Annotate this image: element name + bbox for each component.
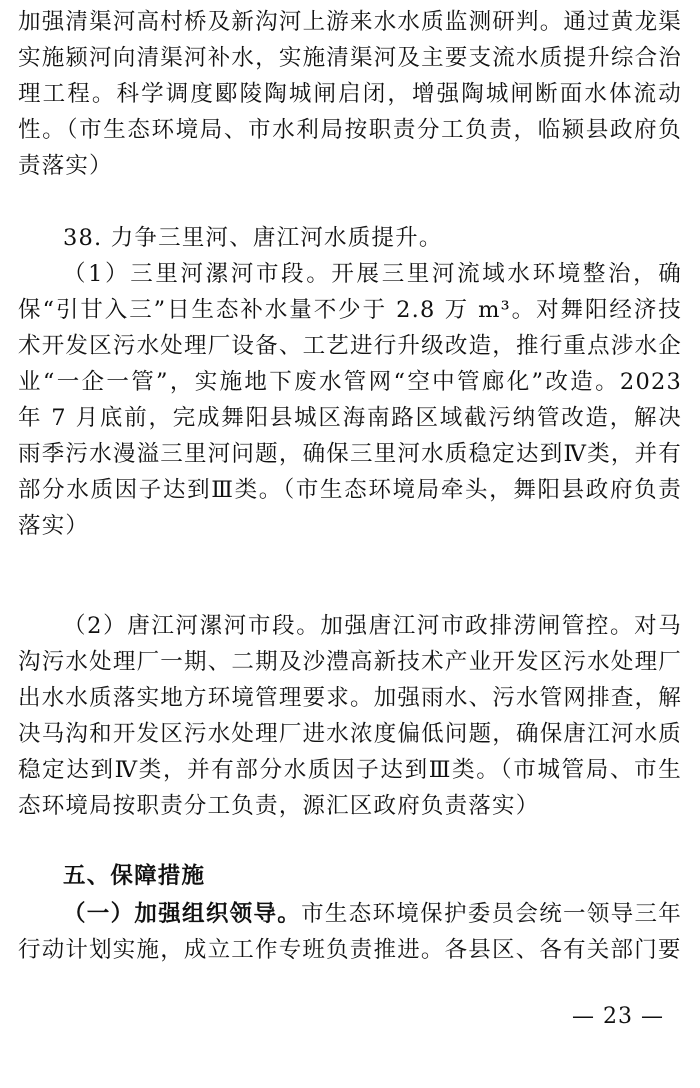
page-number: — 23 —: [572, 1004, 664, 1029]
paragraph-sanli-river: （1）三里河漯河市段。开展三里河流域水环境整治，确保“引甘入三”日生态补水量不少于 2.8 万 m³。对舞阳经济技术开发区污水处理厂设备、工艺进行升级改造，推行重点涉水企业“一企一管”，实施地下废水管网“空中管廊化”改造。2023 年 7 月底前，完成舞阳县城区海南路区域截污纳管改造，解决雨季污水漫溢三里河问题，确保三里河水质稳定达到Ⅳ类，并有部分水质因子达到Ⅲ类。（市生态环境局牵头，舞阳县政府负责落实）: [18, 261, 682, 539]
section-heading-safeguards: 五、保障措施: [63, 863, 206, 889]
paragraph-body-text: 市生态环境保护委员会统一领导三年行动计划实施，成立工作专班负责推进。各县区、各有关部门要: [18, 901, 682, 963]
item-38-heading: 38. 力争三里河、唐江河水质提升。: [63, 225, 443, 251]
paragraph-organization-leadership: [18, 896, 682, 968]
paragraph-tangjiang-river: （2）唐江河漯河市段。加强唐江河市政排涝闸管控。对马沟污水处理厂一期、二期及沙澧高新技术产业开发区污水处理厂出水水质落实地方环境管理要求。加强雨水、污水管网排查，解决马沟和开发区污水处理厂进水浓度偏低问题，确保唐江河水质稳定达到Ⅳ类，并有部分水质因子达到Ⅲ类。（市城管局、市生态环境局按职责分工负责，源汇区政府负责落实）: [18, 613, 682, 819]
paragraph-lead-text: （一）加强组织领导。: [63, 901, 302, 927]
paragraph-qingqu-river: 加强清渠河高村桥及新沟河上游来水水质监测研判。通过黄龙渠实施颍河向清渠河补水，实施清渠河及主要支流水质提升综合治理工程。科学调度郾陵陶城闸启闭，增强陶城闸断面水体流动性。（市生态环境局、市水利局按职责分工负责，临颍县政府负责落实）: [18, 9, 682, 179]
